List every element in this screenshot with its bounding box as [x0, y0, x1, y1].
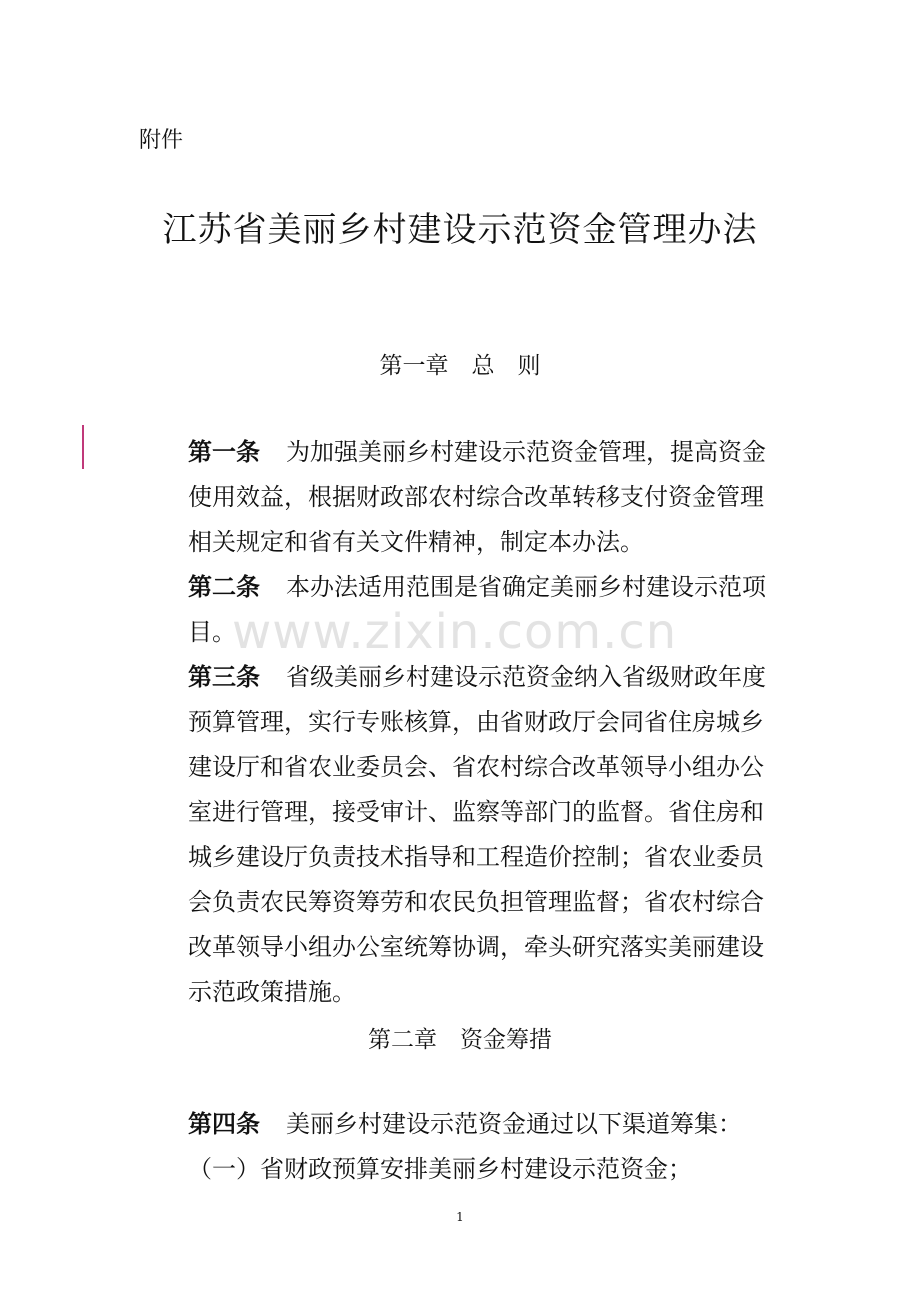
margin-marker: [82, 425, 84, 469]
document-title: 江苏省美丽乡村建设示范资金管理办法: [162, 210, 758, 250]
article-4-text: 美丽乡村建设示范资金通过以下渠道筹集：: [286, 1110, 742, 1138]
article-2-heading: 第二条: [188, 573, 260, 601]
article-3-heading: 第三条: [188, 663, 260, 691]
chapter-2-heading: 第二章 资金筹措: [368, 1027, 552, 1053]
chapter-1-heading: 第一章 总 则: [379, 353, 541, 379]
article-1-heading: 第一条: [188, 438, 260, 466]
article-4: [139, 1102, 784, 1147]
article-4-heading: 第四条: [188, 1110, 260, 1138]
article-3-text: 省级美丽乡村建设示范资金纳入省级财政年度预算管理，实行专账核算，由省财政厅会同省住房城乡建设厅和省农业委员会、省农村综合改革领导小组办公室进行管理，接受审计、监察等部门的监督。省住房和城乡建设厅负责技术指导和工程造价控制；省农业委员会负责农民筹资筹劳和农民负担管理监督；省农村综合改革领导小组办公室统筹协调，牵头研究落实美丽建设示范政策措施。: [188, 663, 766, 1006]
article-1-text: 为加强美丽乡村建设示范资金管理，提高资金使用效益，根据财政部农村综合改革转移支付资金管理相关规定和省有关文件精神，制定本办法。: [188, 438, 766, 556]
article-1: [139, 430, 784, 565]
page-number: 1: [456, 1210, 464, 1224]
watermark: www.zixin.com.cn: [232, 604, 678, 660]
list-item-1: （一）省财政预算安排美丽乡村建设示范资金；: [188, 1155, 692, 1183]
article-3: [139, 655, 784, 1015]
article-2-text: 本办法适用范围是省确定美丽乡村建设示范项目。: [188, 573, 766, 646]
attachment-label: 附件: [139, 128, 184, 153]
